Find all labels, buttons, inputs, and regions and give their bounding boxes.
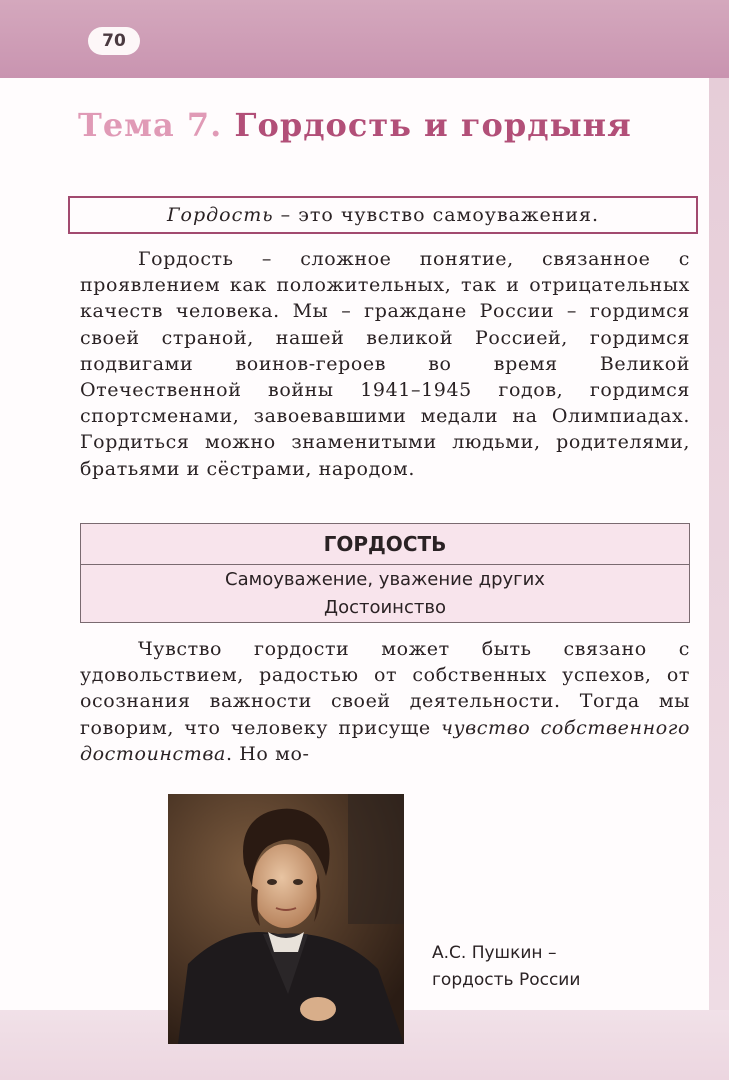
caption-line: гордость России (432, 970, 581, 990)
paragraph-self-esteem (80, 636, 690, 767)
concept-table-line: Достоинство (324, 597, 446, 618)
paragraph2-before: Чувство гордости может быть связано с удовольствием, радостью от собственных успехов, от осознания важности своей деятельности. Тогда мы говорим, что человеку присуще (80, 638, 690, 739)
paragraph2-after: . Но мо- (225, 742, 310, 765)
pushkin-portrait (168, 794, 404, 1044)
definition-box (68, 196, 698, 234)
portrait-illustration (168, 794, 404, 1044)
page-title (78, 106, 698, 144)
right-margin-strip (709, 78, 729, 1080)
title-prefix: Тема 7. (78, 106, 223, 144)
definition-term: Гордость (166, 204, 274, 226)
caption-line: А.С. Пушкин – (432, 943, 557, 963)
paragraph-pride-intro: Гордость – сложное понятие, связанное с проявлением как положительных, так и отрицательных качеств человека. Мы – граждане России – гордимся своей страной, нашей великой Россией, гордимся подвигами воинов-героев во время Великой Отечественной войны 1941–1945 годов, гордимся спортсменами, завоевавшими медали на Олимпиадах. Гордиться можно знаменитыми людьми, родителями, братьями и сёстрами, народом. (80, 248, 690, 480)
title-main: Гордость и гордыня (234, 106, 632, 144)
definition-rest: – это чувство самоуважения. (273, 204, 600, 226)
paragraph2-emphasis: чувство собственного достоинства (80, 716, 690, 765)
page-number: 70 (88, 27, 140, 55)
concept-table (80, 523, 690, 623)
concept-table-body (81, 565, 689, 622)
portrait-caption (432, 940, 632, 994)
concept-table-heading: ГОРДОСТЬ (81, 524, 689, 565)
concept-table-line: Самоуважение, уважение других (225, 569, 545, 590)
